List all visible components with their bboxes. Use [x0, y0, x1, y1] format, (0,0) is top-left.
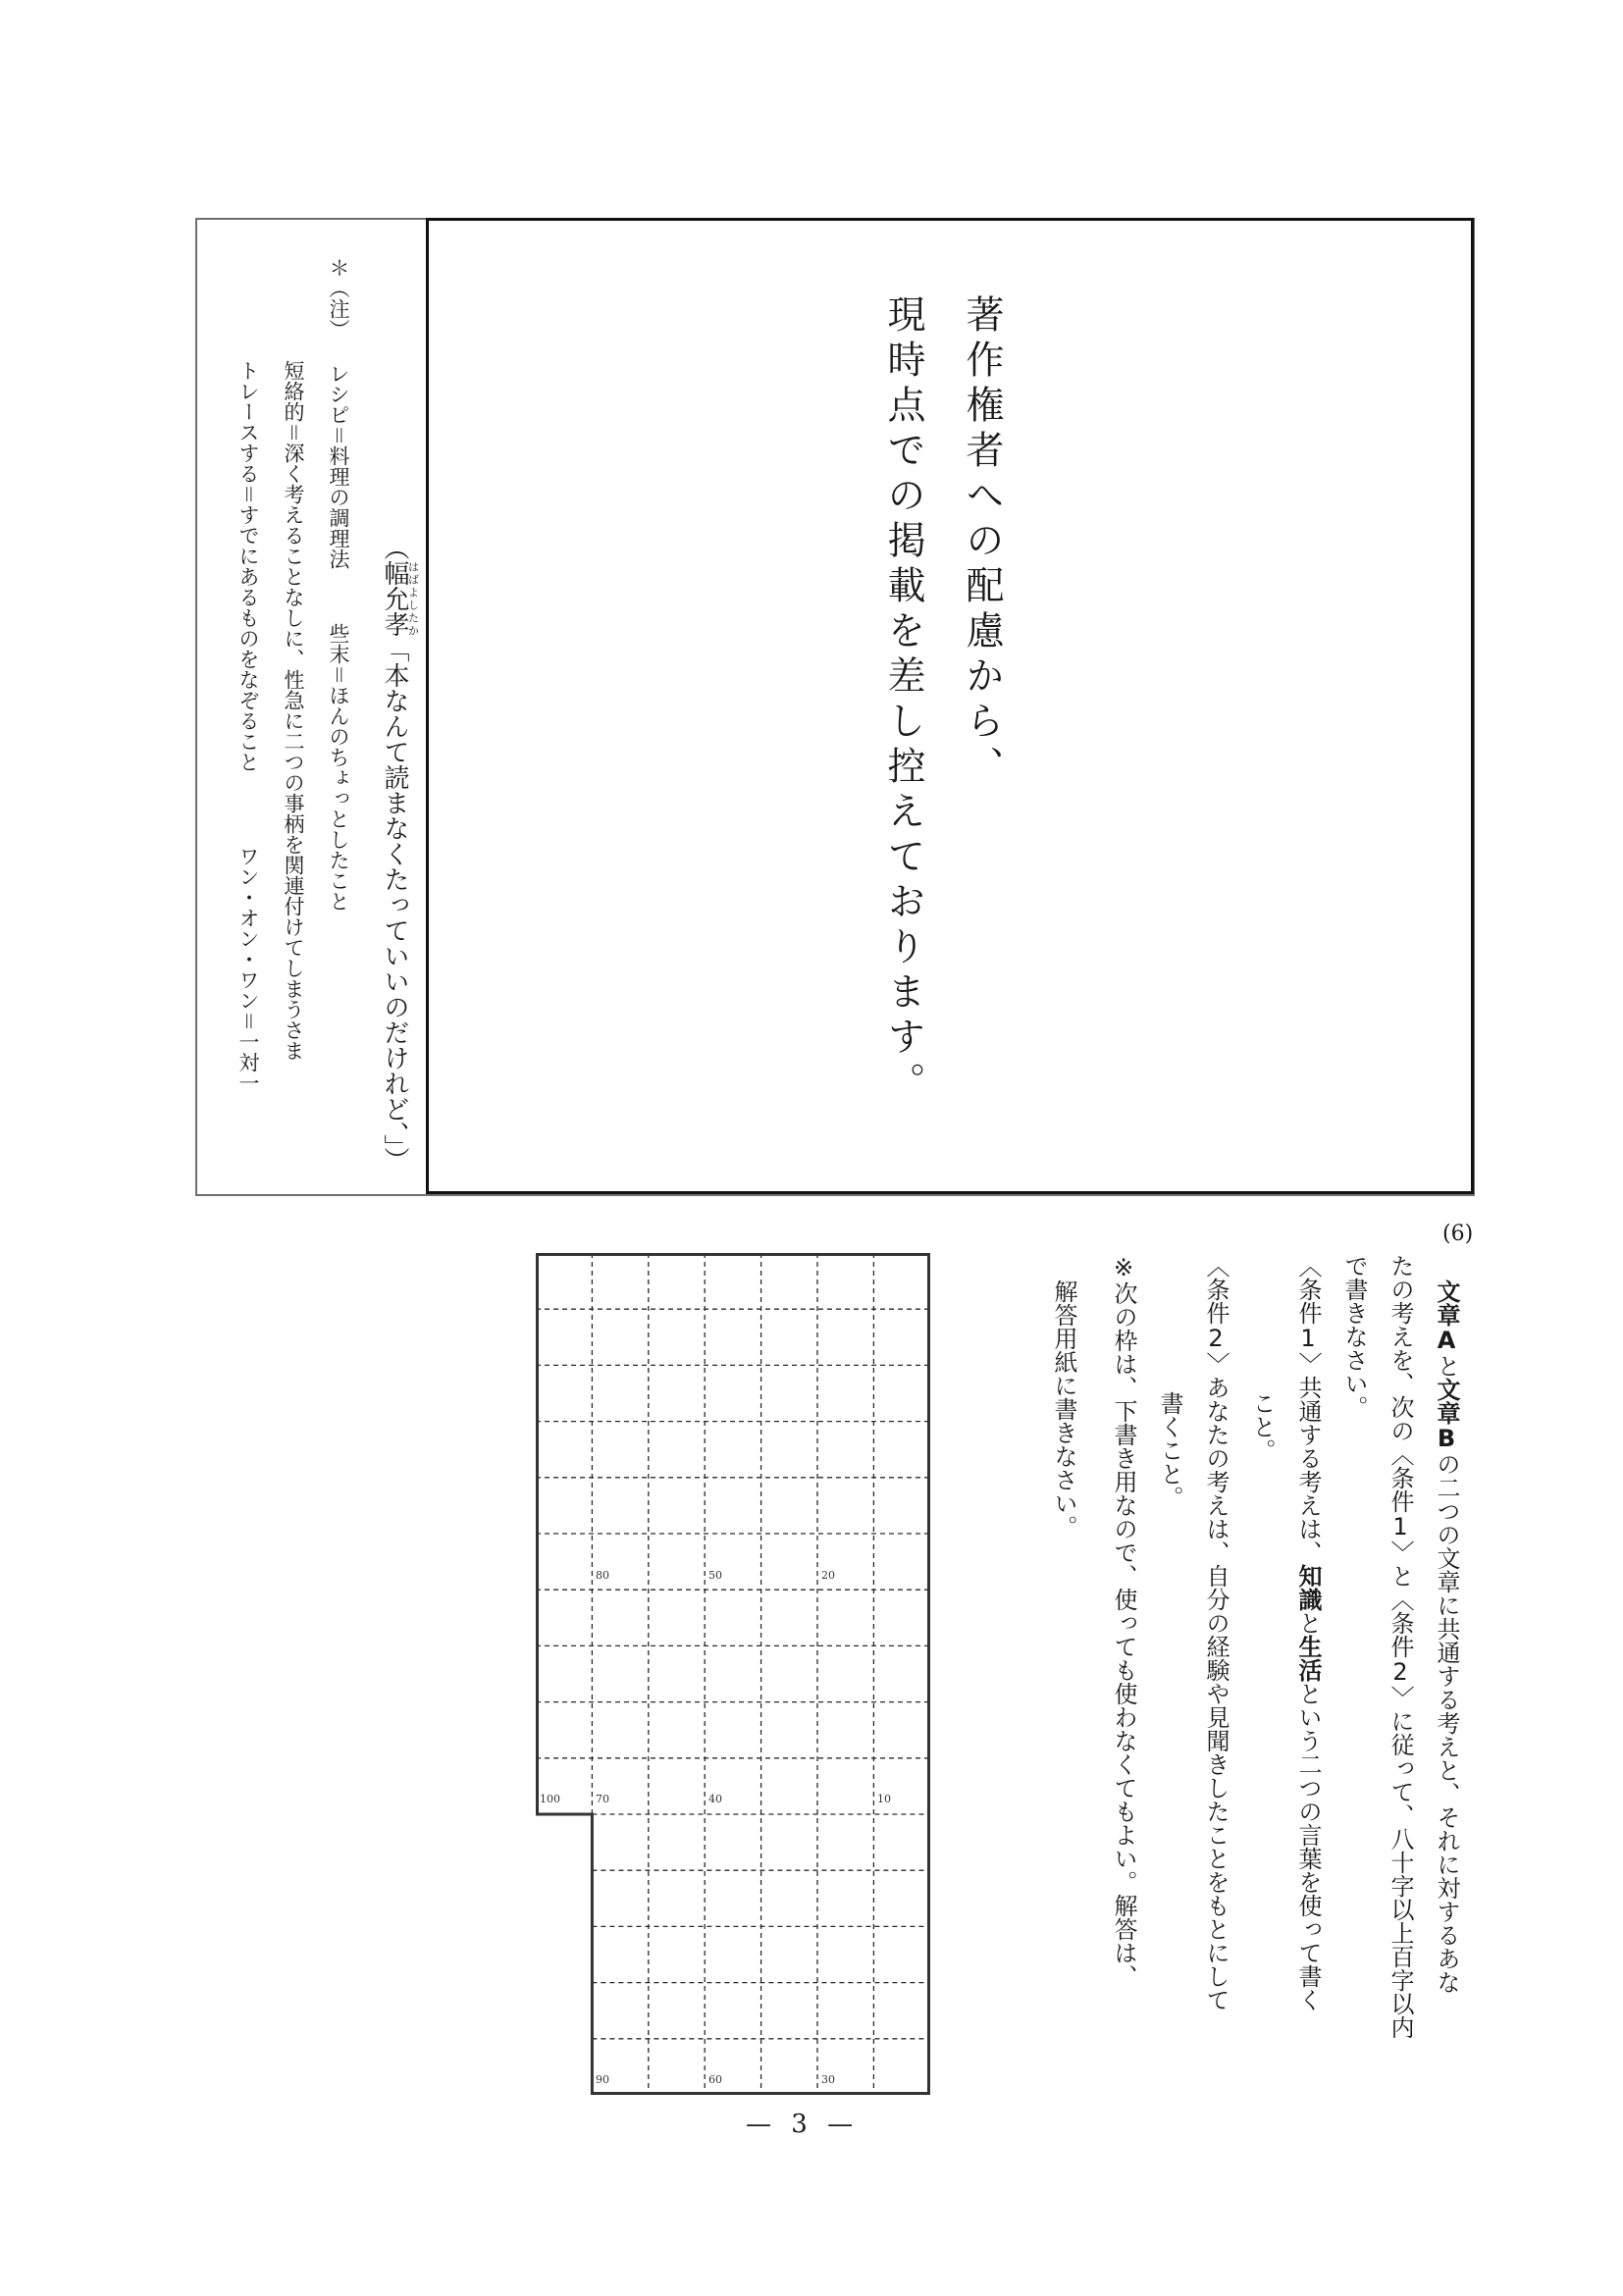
glossary-notes — [226, 257, 361, 1179]
draft-note-line-1: ※次の枠は、下書き用なので、使っても使わなくてもよい。解答は、 — [1110, 1254, 1137, 1988]
condition-2: 〈条件2〉あなたの考えは、自分の経験や見聞きしたことをもとにして — [1202, 1254, 1230, 2011]
count-label-40: 40 — [708, 1793, 722, 1805]
keyword-life: 生活 — [1294, 1635, 1322, 1682]
text-b-label: 文章B — [1433, 1378, 1460, 1452]
note-recipe: レシピ＝料理の調理法 — [327, 363, 350, 569]
author-name: 幅はば允よし孝たか — [380, 560, 420, 637]
question-line-1: 文章Aと文章Bの二つの文章に共通する考えと、それに対するあな — [1433, 1279, 1460, 1994]
count-label-70: 70 — [596, 1793, 609, 1805]
condition-2-continued: 書くこと。 — [1156, 1391, 1183, 1509]
page-number: — 3 — — [746, 2110, 860, 2139]
count-label-60: 60 — [708, 2073, 722, 2086]
note-column-1 — [316, 257, 361, 1179]
book-title: 「本なんて読まなくたっていいのだけれど、」 — [380, 637, 409, 1147]
note-tanrakuteki: 短絡的＝深く考えることなしに、性急に二つの事柄を関連付けてしまうさま — [282, 360, 305, 1061]
count-label-100: 100 — [540, 1793, 560, 1805]
notice-line-1: 著作権者への配慮から、 — [960, 294, 1004, 791]
count-label-20: 20 — [821, 1569, 835, 1582]
draft-answer-grid[interactable] — [536, 1253, 930, 2095]
question-text — [1040, 1225, 1469, 2108]
source-citation — [375, 535, 419, 1202]
count-label-80: 80 — [596, 1569, 609, 1582]
notice-line-2: 現時点での掲載を差し控えております。 — [881, 294, 925, 1107]
condition-1-continued: こと。 — [1248, 1391, 1276, 1462]
text-a-label: 文章A — [1433, 1279, 1460, 1354]
question-line-3: で書きなさい。 — [1340, 1254, 1368, 1419]
count-label-30: 30 — [821, 2073, 835, 2086]
question-line-2: たの考えを、次の〈条件1〉と〈条件2〉に従って、八十字以上百字以内 — [1387, 1254, 1414, 2039]
count-label-50: 50 — [708, 1569, 722, 1582]
note-column-2 — [271, 257, 316, 1179]
notes-header: ＊（注） — [327, 257, 350, 339]
citation-close: ） — [380, 1147, 409, 1173]
grid-lines — [536, 1253, 930, 2095]
count-label-10: 10 — [877, 1793, 891, 1805]
question-number: (6) — [1442, 1222, 1474, 1246]
draft-note-line-2: 解答用紙に書きなさい。 — [1050, 1279, 1077, 1539]
copyright-notice — [864, 294, 1021, 1177]
note-trace: トレースする＝すでにあるものをなぞること — [236, 360, 260, 772]
count-label-90: 90 — [596, 2073, 609, 2086]
condition-1: 〈条件1〉共通する考えは、知識と生活という二つの言葉を使って書く — [1294, 1254, 1322, 2011]
note-one-on-one: ワン・オン・ワン＝一対一 — [236, 846, 260, 1093]
note-samatsu: 些末＝ほんのちょっとしたこと — [327, 623, 350, 912]
keyword-knowledge: 知識 — [1294, 1564, 1322, 1611]
citation-open: （ — [380, 535, 409, 560]
note-column-3 — [226, 257, 271, 1179]
